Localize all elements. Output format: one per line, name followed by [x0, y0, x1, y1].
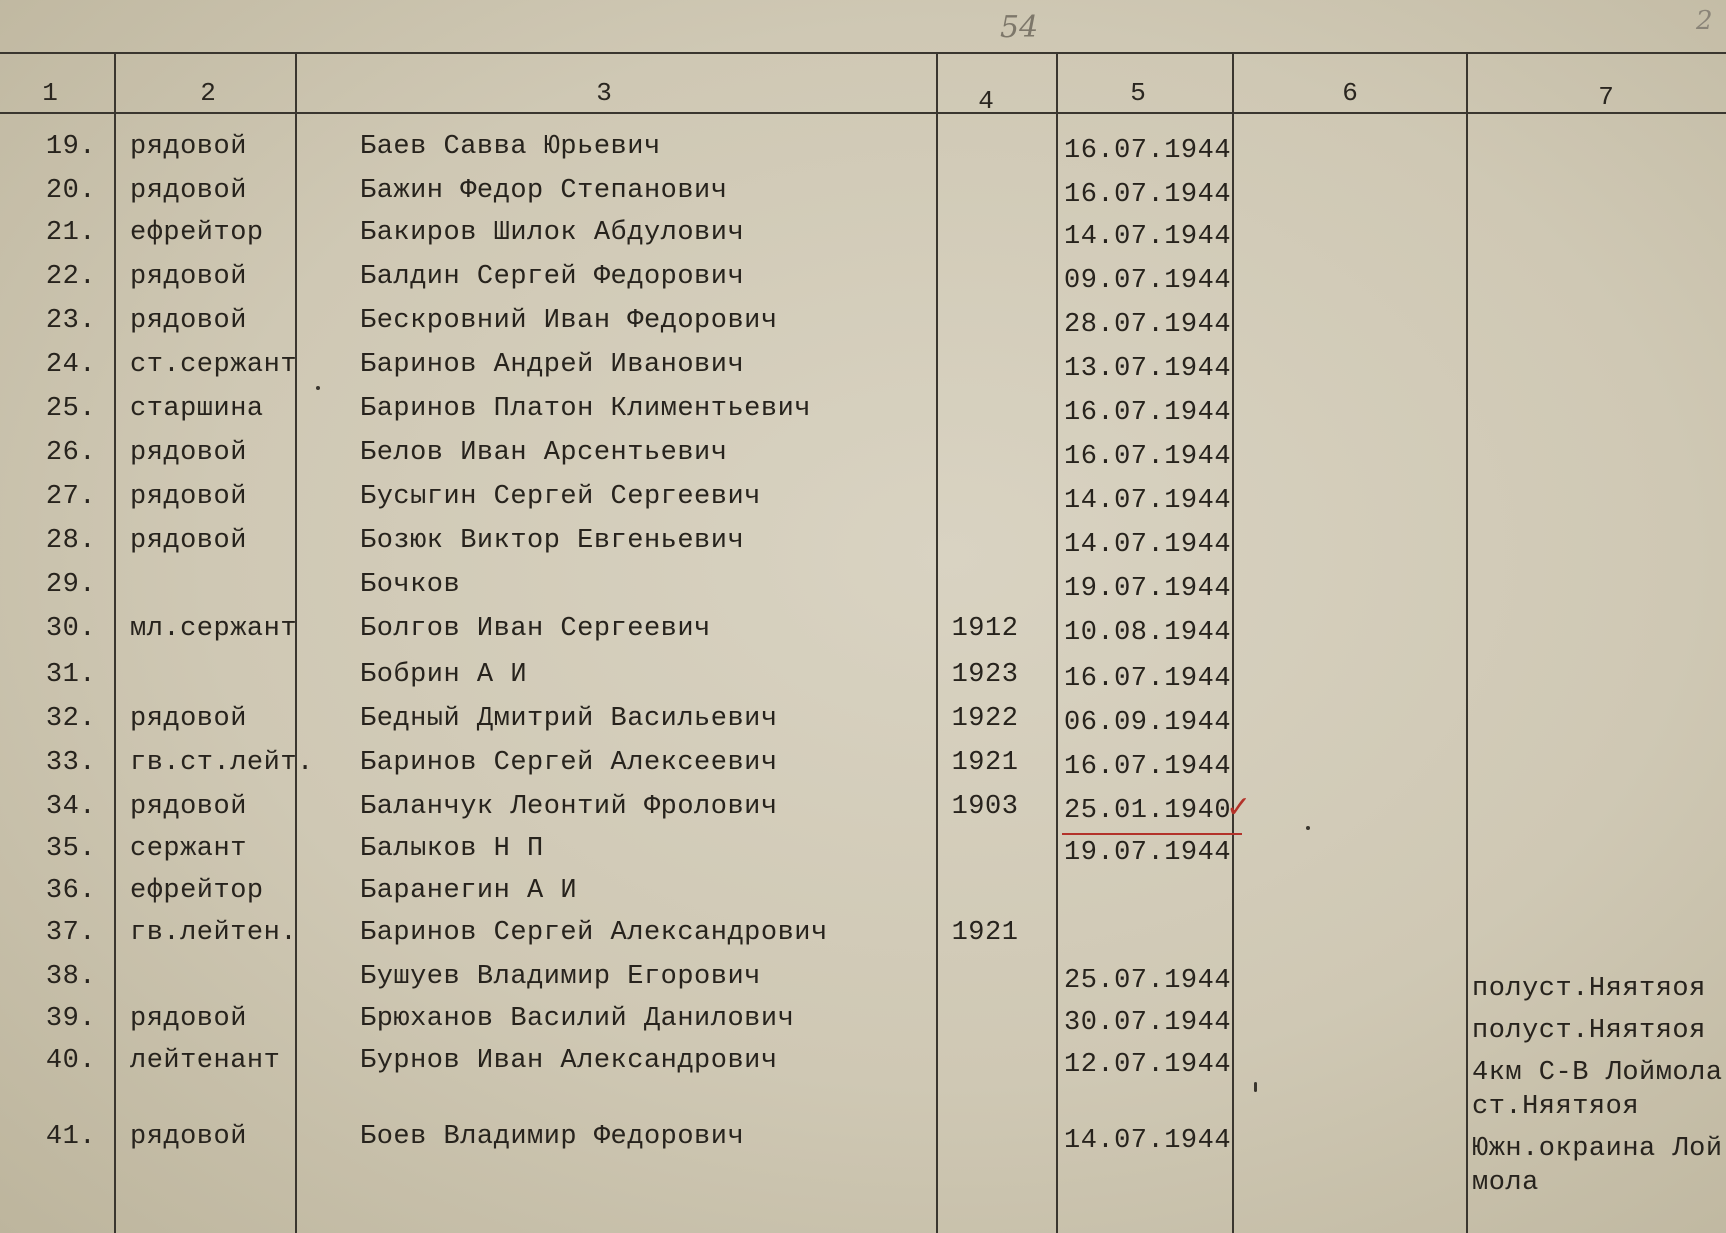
row-name: Бажин Федор Степанович: [360, 176, 728, 206]
row-name: Баринов Сергей Александрович: [360, 918, 828, 948]
row-name: Баев Савва Юрьевич: [360, 132, 661, 162]
row-name: Бозюк Виктор Евгеньевич: [360, 526, 745, 556]
row-date: 13.07.1944: [1064, 354, 1232, 384]
row-name: Бобрин А И: [360, 660, 528, 690]
row-rank: рядовой: [130, 306, 247, 336]
row-name: Баранегин А И: [360, 876, 578, 906]
row-date: 16.07.1944: [1064, 664, 1232, 694]
row-birth-year: 1923: [951, 660, 1019, 690]
row-name: Баринов Андрей Иванович: [360, 350, 745, 380]
row-birth-year: 1922: [951, 704, 1019, 734]
row-name: Бакиров Шилок Абдулович: [360, 218, 745, 248]
row-name: Бедный Дмитрий Васильевич: [360, 704, 778, 734]
row-number: 28.: [45, 526, 96, 556]
row-date: 25.07.1944: [1064, 966, 1232, 996]
row-rank: рядовой: [130, 526, 247, 556]
row-date: 14.07.1944: [1064, 486, 1232, 516]
row-rank: гв.ст.лейт.: [130, 748, 314, 778]
corner-mark: 2: [1696, 6, 1713, 36]
row-number: 26.: [45, 438, 96, 468]
row-name: Бурнов Иван Александрович: [360, 1046, 778, 1076]
row-date: 30.07.1944: [1064, 1008, 1232, 1038]
column-header-1: 1: [42, 78, 58, 108]
row-number: 38.: [45, 962, 96, 992]
row-rank: рядовой: [130, 132, 247, 162]
row-rank: ефрейтор: [130, 876, 264, 906]
row-date: 09.07.1944: [1064, 266, 1232, 296]
row-number: 40.: [45, 1046, 96, 1076]
row-name: Баринов Сергей Алексеевич: [360, 748, 778, 778]
ink-speck: [1254, 1082, 1257, 1092]
row-name: Боев Владимир Федорович: [360, 1122, 745, 1152]
row-rank: лейтенант: [130, 1046, 281, 1076]
row-rank: рядовой: [130, 792, 247, 822]
row-name: Балдин Сергей Федорович: [360, 262, 745, 292]
row-place: полуст.Няятяоя: [1472, 1016, 1706, 1046]
row-birth-year: 1921: [951, 748, 1019, 778]
row-date: 10.08.1944: [1064, 618, 1232, 648]
row-number: 35.: [45, 834, 96, 864]
row-name: Бусыгин Сергей Сергеевич: [360, 482, 761, 512]
row-rank: мл.сержант: [130, 614, 298, 644]
red-pencil-underline: [1062, 833, 1242, 835]
row-number: 29.: [45, 570, 96, 600]
row-date: 16.07.1944: [1064, 180, 1232, 210]
column-header-5: 5: [1130, 78, 1146, 108]
row-date: 12.07.1944: [1064, 1050, 1232, 1080]
row-number: 41.: [45, 1122, 96, 1152]
row-name: Баланчук Леонтий Фролович: [360, 792, 778, 822]
row-date: 19.07.1944: [1064, 838, 1232, 868]
column-header-4: 4: [978, 86, 994, 116]
column-header-7: 7: [1598, 82, 1614, 112]
row-birth-year: 1912: [951, 614, 1019, 644]
row-date: 28.07.1944: [1064, 310, 1232, 340]
ink-speck: [316, 386, 320, 390]
row-rank: рядовой: [130, 262, 247, 292]
row-number: 32.: [45, 704, 96, 734]
row-name: Болгов Иван Сергеевич: [360, 614, 711, 644]
row-rank: ст.сержант: [130, 350, 298, 380]
row-rank: рядовой: [130, 704, 247, 734]
row-number: 39.: [45, 1004, 96, 1034]
row-name: Белов Иван Арсентьевич: [360, 438, 728, 468]
row-name: Бескровний Иван Федорович: [360, 306, 778, 336]
row-number: 23.: [45, 306, 96, 336]
row-date: 19.07.1944: [1064, 574, 1232, 604]
row-rank: рядовой: [130, 1004, 247, 1034]
row-number: 31.: [45, 660, 96, 690]
column-header-6: 6: [1342, 78, 1358, 108]
row-date: 14.07.1944: [1064, 1126, 1232, 1156]
row-name: Бушуев Владимир Егорович: [360, 962, 761, 992]
row-name: Балыков Н П: [360, 834, 544, 864]
row-number: 20.: [45, 176, 96, 206]
row-name: Брюханов Василий Данилович: [360, 1004, 795, 1034]
row-rank: сержант: [130, 834, 247, 864]
row-rank: рядовой: [130, 482, 247, 512]
row-date: 16.07.1944: [1064, 136, 1232, 166]
column-header-3: 3: [596, 78, 612, 108]
row-number: 34.: [45, 792, 96, 822]
row-name: Баринов Платон Климентьевич: [360, 394, 811, 424]
row-rank: рядовой: [130, 438, 247, 468]
row-place: Южн.окраина Лой мола: [1472, 1134, 1723, 1198]
handwritten-page-number: 54: [1000, 10, 1039, 45]
row-rank: старшина: [130, 394, 264, 424]
row-number: 37.: [45, 918, 96, 948]
row-date: 16.07.1944: [1064, 398, 1232, 428]
row-date: 06.09.1944: [1064, 708, 1232, 738]
row-date: 16.07.1944: [1064, 442, 1232, 472]
row-number: 33.: [45, 748, 96, 778]
row-number: 36.: [45, 876, 96, 906]
ink-speck: [1306, 826, 1310, 830]
row-rank: рядовой: [130, 176, 247, 206]
row-name: Бочков: [360, 570, 461, 600]
row-place: 4км С-В Лоймола ст.Няятяоя: [1472, 1058, 1723, 1122]
row-rank: ефрейтор: [130, 218, 264, 248]
row-number: 30.: [45, 614, 96, 644]
row-date: 14.07.1944: [1064, 222, 1232, 252]
row-place: полуст.Няятяоя: [1472, 974, 1706, 1004]
red-check-mark: ✓: [1226, 790, 1252, 825]
row-rank: гв.лейтен.: [130, 918, 298, 948]
row-number: 22.: [45, 262, 96, 292]
row-date: 16.07.1944: [1064, 752, 1232, 782]
row-number: 21.: [45, 218, 96, 248]
row-rank: рядовой: [130, 1122, 247, 1152]
row-number: 19.: [45, 132, 96, 162]
row-date: 25.01.1940: [1064, 796, 1232, 826]
row-birth-year: 1921: [951, 918, 1019, 948]
row-birth-year: 1903: [951, 792, 1019, 822]
row-number: 24.: [45, 350, 96, 380]
row-number: 27.: [45, 482, 96, 512]
row-date: 14.07.1944: [1064, 530, 1232, 560]
column-header-2: 2: [200, 78, 216, 108]
row-number: 25.: [45, 394, 96, 424]
